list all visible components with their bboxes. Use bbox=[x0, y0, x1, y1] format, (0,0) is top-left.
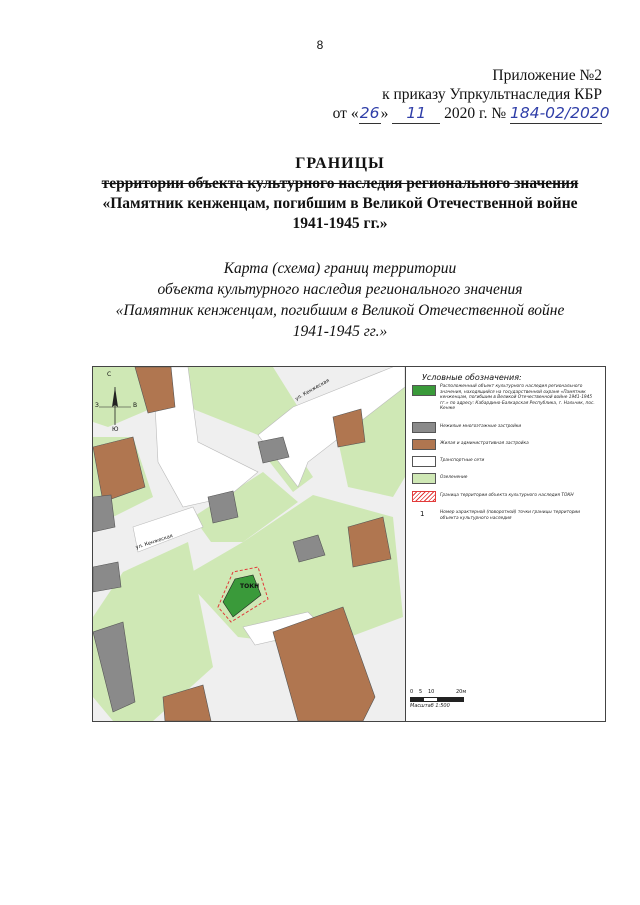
scale-tick: 0 bbox=[410, 689, 414, 695]
appendix-date-line bbox=[332, 104, 610, 124]
date-mid: » bbox=[380, 105, 389, 122]
subtitle-line-4: 1941-1945 гг.» bbox=[292, 323, 388, 340]
subtitle-line-1: Карта (схема) границ территории bbox=[223, 260, 457, 277]
legend-title: Условные обозначения: bbox=[422, 373, 522, 382]
map-subtitle bbox=[80, 258, 600, 342]
title-line-3: «Памятник кенженцам, погибшим в Великой Отечественной войне bbox=[102, 195, 578, 212]
site-map bbox=[92, 366, 606, 722]
legend-swatch-residential bbox=[412, 422, 436, 433]
document-title bbox=[80, 154, 600, 234]
street-label-top: ул. Кенжеская bbox=[294, 377, 331, 403]
date-year: 2020 г. № bbox=[444, 105, 507, 122]
order-number: 184-02/2020 bbox=[510, 104, 610, 122]
legend-swatch-admin bbox=[412, 439, 436, 450]
residential-building bbox=[208, 491, 238, 523]
legend-panel bbox=[405, 367, 606, 721]
street-label-left: ул. Кенжеская bbox=[135, 533, 174, 551]
appendix-line-1: Приложение №2 bbox=[492, 67, 602, 84]
legend-text-admin: Жилая и административная застройка bbox=[440, 441, 529, 446]
legend-text-point: Номер характерной (поворотной) точки границы территории объекта культурного наследия bbox=[440, 510, 581, 521]
compass-south: Ю bbox=[112, 426, 119, 433]
title-line-1: ГРАНИЦЫ bbox=[295, 155, 385, 172]
compass-east: В bbox=[133, 402, 138, 409]
legend-swatch-transport bbox=[412, 456, 436, 467]
title-line-4: 1941-1945 гг.» bbox=[292, 215, 388, 232]
heritage-label: ТОКН bbox=[240, 583, 260, 590]
legend-swatch-boundary bbox=[412, 491, 436, 502]
compass-west: З bbox=[95, 402, 99, 409]
date-prefix: от « bbox=[332, 105, 359, 122]
page-number: 8 bbox=[316, 38, 324, 52]
date-day: 26 bbox=[359, 104, 380, 122]
residential-building bbox=[93, 562, 121, 592]
legend-swatch-greenery bbox=[412, 473, 436, 484]
scale-tick: 10 bbox=[428, 689, 435, 695]
legend-text-object: Расположенный объект культурного наследия регионального значения, находящийся на государственной охране «Памятник кенженцам, погибшим в Великой Отечественной войне 1941-1945 гг.» по адресу: Кабардино-Балкарская Республика, г. Нальчик, пос. Кенже bbox=[440, 384, 595, 411]
subtitle-line-2: объекта культурного наследия регионального значения bbox=[157, 281, 523, 298]
date-month: 11 bbox=[392, 104, 440, 124]
legend-swatch-object bbox=[412, 385, 436, 396]
legend-text-transport: Транспортные сети bbox=[440, 458, 485, 463]
title-line-2: территории объекта культурного наследия регионального значения bbox=[101, 175, 579, 192]
legend-text-greenery: Озеленение bbox=[440, 475, 468, 480]
scale-label: Масштаб 1:500 bbox=[410, 703, 450, 709]
subtitle-line-3: «Памятник кенженцам, погибшим в Великой Отечественной войне bbox=[115, 302, 565, 319]
scale-tick: 20м bbox=[456, 689, 467, 695]
legend-point-marker: 1 bbox=[420, 510, 425, 518]
appendix-header bbox=[332, 66, 610, 124]
legend-text-boundary: Граница территории объекта культурного наследия ТОКН bbox=[440, 493, 574, 498]
residential-building bbox=[93, 495, 115, 532]
legend-text-residential: Нежилые многоэтажные застройки bbox=[440, 424, 522, 429]
scale-bar bbox=[410, 689, 480, 710]
scale-tick: 5 bbox=[419, 689, 423, 695]
compass-north: С bbox=[107, 371, 112, 378]
appendix-line-2: к приказу Упркультнаследия КБР bbox=[382, 86, 602, 103]
